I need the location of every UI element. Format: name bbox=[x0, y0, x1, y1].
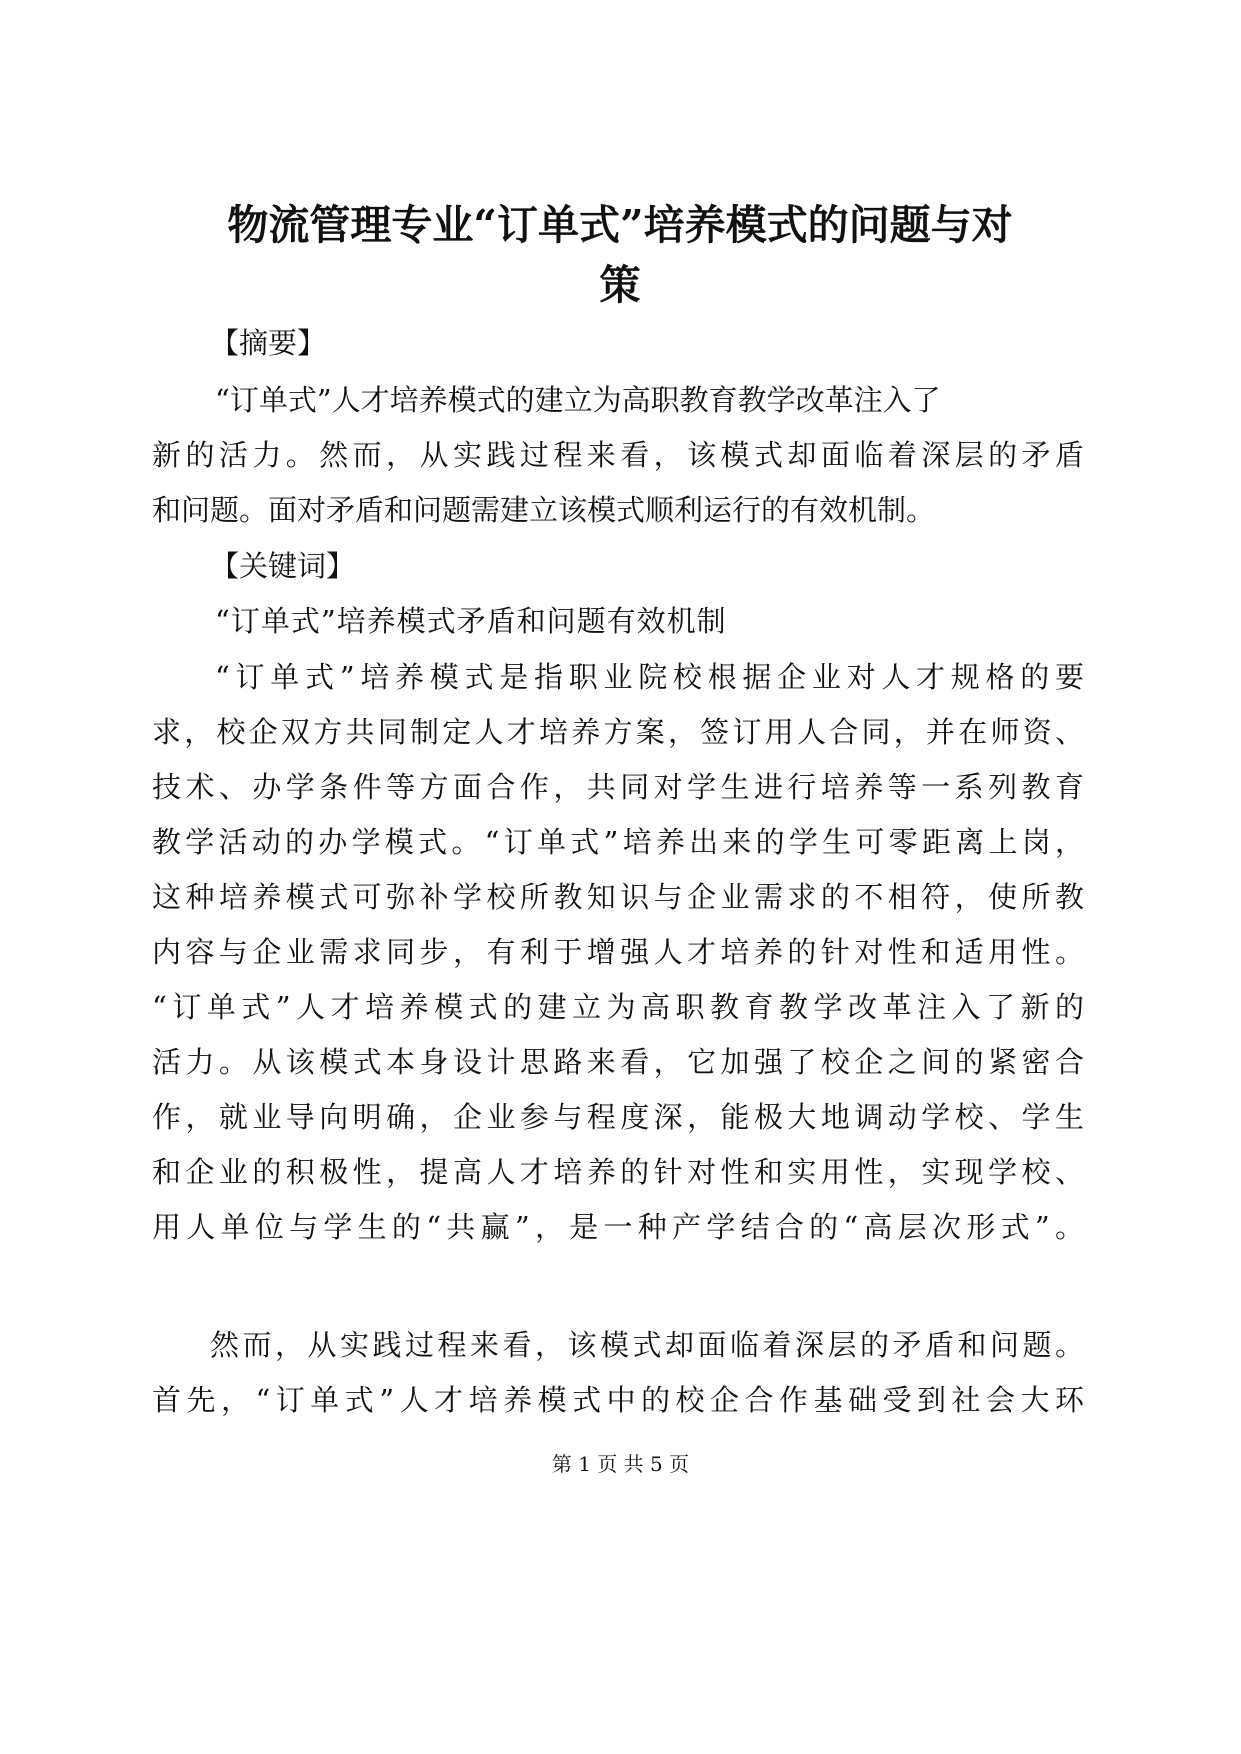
title-line-1: 物流管理专业“订单式”培养模式的问题与对 bbox=[227, 201, 1013, 249]
body-line: 求，校企双方共同制定人才培养方案，签订用人合同，并在师资、 bbox=[152, 715, 1084, 749]
title-line-2: 策 bbox=[599, 261, 641, 309]
body-line: 技术、办学条件等方面合作，共同对学生进行培养等一系列教育 bbox=[152, 770, 1084, 804]
keywords-heading: 【关键词】 bbox=[210, 549, 356, 583]
body-line: 和企业的积极性，提高人才培养的针对性和实用性，实现学校、 bbox=[152, 1155, 1084, 1189]
abstract-line: “订单式”人才培养模式的建立为高职教育教学改革注入了 bbox=[215, 383, 941, 417]
body-line: 然而，从实践过程来看，该模式却面临着深层的矛盾和问题。 bbox=[210, 1328, 1084, 1362]
page-number-footer: 第 1 页 共 5 页 bbox=[551, 1452, 690, 1476]
body-line: 作，就业导向明确，企业参与程度深，能极大地调动学校、学生 bbox=[152, 1100, 1084, 1134]
body-line: 这种培养模式可弥补学校所教知识与企业需求的不相符，使所教 bbox=[152, 880, 1084, 914]
body-line: 内容与企业需求同步，有利于增强人才培养的针对性和适用性。 bbox=[152, 935, 1084, 969]
abstract-line: 和问题。面对矛盾和问题需建立该模式顺利运行的有效机制。 bbox=[152, 493, 936, 527]
body-line: 首先，“订单式”人才培养模式中的校企合作基础受到社会大环 bbox=[152, 1383, 1084, 1417]
abstract-heading: 【摘要】 bbox=[210, 326, 327, 360]
body-line: “订单式”人才培养模式的建立为高职教育教学改革注入了新的 bbox=[152, 990, 1084, 1024]
abstract-line: 新的活力。然而，从实践过程来看，该模式却面临着深层的矛盾 bbox=[152, 438, 1084, 472]
document-title bbox=[130, 195, 1110, 315]
body-line: 用人单位与学生的“共赢”，是一种产学结合的“高层次形式”。 bbox=[152, 1210, 1084, 1244]
body-line: 活力。从该模式本身设计思路来看，它加强了校企之间的紧密合 bbox=[152, 1045, 1084, 1079]
body-line: 教学活动的办学模式。“订单式”培养出来的学生可零距离上岗， bbox=[152, 825, 1084, 859]
body-line: “订单式”培养模式是指职业院校根据企业对人才规格的要 bbox=[215, 660, 1084, 694]
keywords-text: “订单式”培养模式矛盾和问题有效机制 bbox=[215, 604, 727, 638]
